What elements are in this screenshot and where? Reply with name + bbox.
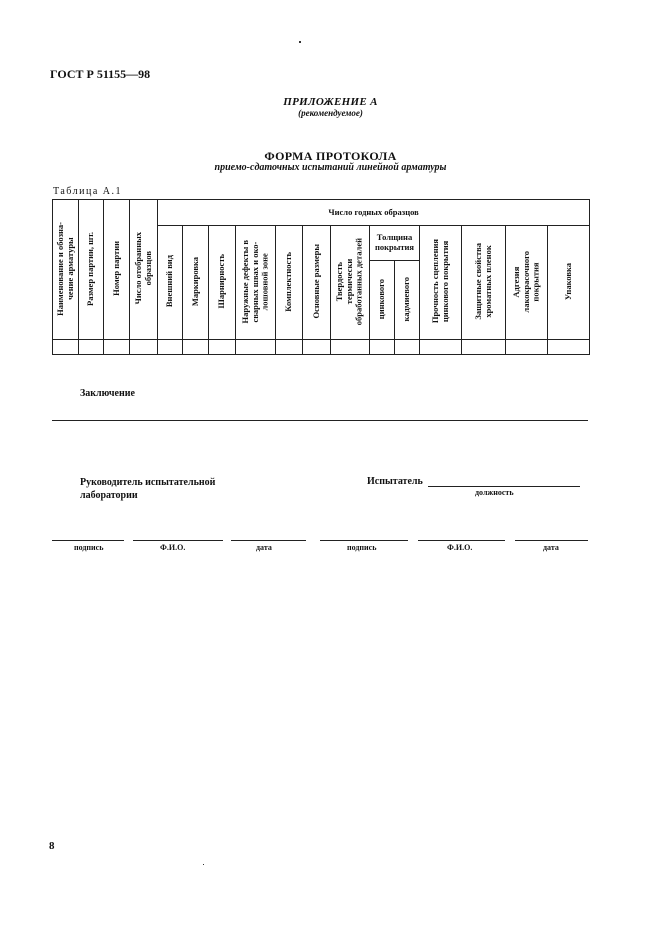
fio-line xyxy=(418,540,505,541)
position-caption: должность xyxy=(475,488,514,497)
col-header-batch-size: Размер партии, шт. xyxy=(79,200,104,340)
col-header-adhesion-zinc: Прочность сцепления цинкового покрытия xyxy=(420,226,462,340)
col-header-cadmium: кадмиевого xyxy=(395,261,420,340)
col-header-hinge: Шарнирность xyxy=(209,226,236,340)
fio-caption: Ф.И.О. xyxy=(160,543,186,552)
col-header-hardness: Твердость термически обработанных деталей xyxy=(331,226,370,340)
col-header-paint-adhesion: Адгезия лакокрасочного покрытия xyxy=(506,226,548,340)
protocol-table xyxy=(52,199,590,355)
date-line xyxy=(231,540,306,541)
appendix-note: (рекомендуемое) xyxy=(298,108,363,118)
col-header-samples: Число отобранных образцов xyxy=(130,200,158,340)
fio-line xyxy=(133,540,223,541)
signature-line xyxy=(52,540,124,541)
col-header-dimensions: Основные размеры xyxy=(303,226,331,340)
tester-label: Испытатель xyxy=(367,476,423,487)
col-header-zinc: цинкового xyxy=(370,261,395,340)
signature-caption: подпись xyxy=(347,543,377,552)
scan-speck xyxy=(203,864,204,865)
col-header-marking: Маркировка xyxy=(183,226,209,340)
date-caption: дата xyxy=(543,543,559,552)
col-header-packing: Упаковка xyxy=(548,226,590,340)
col-header-defects: Наружные дефекты в сварных швах и око- лошовной зоне xyxy=(236,226,276,340)
group-header-good-samples: Число годных образцов xyxy=(158,200,590,226)
col-header-batch-no: Номер партии xyxy=(104,200,130,340)
col-header-appearance: Внешний вид xyxy=(158,226,183,340)
date-line xyxy=(515,540,588,541)
document-code: ГОСТ Р 51155—98 xyxy=(50,67,151,81)
form-subtitle: приемо-сдаточных испытаний линейной арматуры xyxy=(214,162,447,173)
signature-line xyxy=(320,540,408,541)
page-number: 8 xyxy=(49,840,55,852)
group-header-thickness: Толщина покрытия xyxy=(370,226,420,261)
scan-speck xyxy=(299,41,301,43)
tester-position-line xyxy=(428,486,580,487)
table-label: Таблица А.1 xyxy=(53,186,122,197)
fio-caption: Ф.И.О. xyxy=(447,543,473,552)
conclusion-label: Заключение xyxy=(80,388,135,399)
head-of-lab-label: Руководитель испытательной лаборатории xyxy=(80,477,216,501)
signature-caption: подпись xyxy=(74,543,104,552)
appendix-title: ПРИЛОЖЕНИЕ А xyxy=(283,96,378,108)
date-caption: дата xyxy=(256,543,272,552)
table-empty-row xyxy=(53,340,590,355)
col-header-name: Наименование и обозна- чение арматуры xyxy=(53,200,79,340)
conclusion-line xyxy=(52,420,588,421)
form-title: ФОРМА ПРОТОКОЛА xyxy=(264,149,397,163)
col-header-chromate: Защитные свойства хроматных пленок xyxy=(462,226,506,340)
col-header-completeness: Комплектность xyxy=(276,226,303,340)
